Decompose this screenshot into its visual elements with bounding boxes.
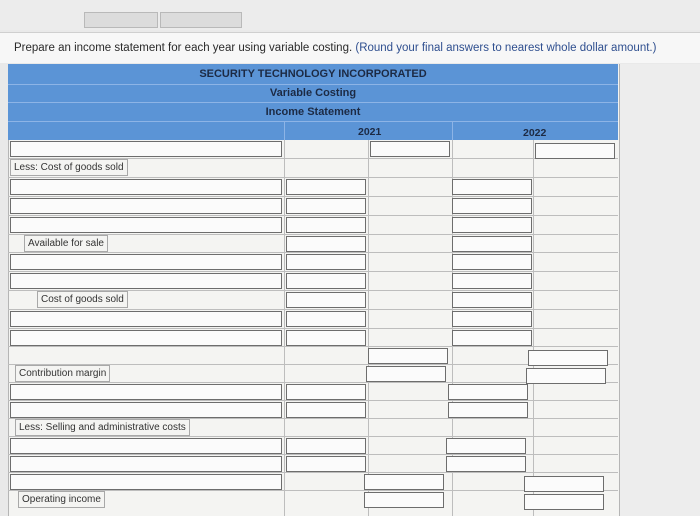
- row-divider: [8, 472, 618, 473]
- amount-2021-input[interactable]: [368, 348, 448, 364]
- row-divider: [8, 454, 618, 455]
- row-divider: [8, 271, 618, 272]
- row-divider: [8, 177, 618, 178]
- row-label-cost-of-goods-sold: Cost of goods sold: [37, 291, 128, 308]
- amount-2022-input[interactable]: [446, 438, 526, 454]
- amount-2021-input[interactable]: [286, 292, 366, 308]
- amount-2022-input[interactable]: [524, 476, 604, 492]
- line-item-label-input[interactable]: [10, 474, 282, 490]
- amount-2022-input[interactable]: [535, 143, 615, 159]
- amount-2022-input[interactable]: [528, 350, 608, 366]
- costing-method: Variable Costing: [269, 87, 357, 99]
- amount-2021-input[interactable]: [286, 254, 366, 270]
- line-item-label-input[interactable]: [10, 330, 282, 346]
- amount-2022-input[interactable]: [452, 179, 532, 195]
- amount-2022-input[interactable]: [452, 292, 532, 308]
- year-2021-header: 2021: [358, 126, 382, 138]
- amount-2022-input[interactable]: [452, 236, 532, 252]
- amount-2021-input[interactable]: [370, 141, 450, 157]
- amount-2021-input[interactable]: [286, 456, 366, 472]
- amount-2022-input[interactable]: [446, 456, 526, 472]
- row-divider: [8, 400, 618, 401]
- amount-2022-input[interactable]: [526, 368, 606, 384]
- row-divider: [8, 215, 618, 216]
- header-column-divider: [284, 121, 285, 140]
- amount-2022-input[interactable]: [524, 494, 604, 510]
- amount-2021-input[interactable]: [286, 179, 366, 195]
- line-item-label-input[interactable]: [10, 217, 282, 233]
- page-margin: [619, 64, 700, 516]
- amount-2022-input[interactable]: [448, 402, 528, 418]
- year-2022-header: 2022: [523, 127, 547, 139]
- amount-2021-input[interactable]: [286, 438, 366, 454]
- row-label-less-selling-admin: Less: Selling and administrative costs: [15, 419, 190, 436]
- row-label-less-cogs: Less: Cost of goods sold: [10, 159, 128, 176]
- header-divider: [8, 84, 618, 85]
- line-item-label-input[interactable]: [10, 384, 282, 400]
- header-column-divider: [452, 121, 453, 140]
- header-divider: [8, 121, 618, 122]
- toolbar-button[interactable]: [160, 12, 242, 28]
- amount-2021-input[interactable]: [286, 198, 366, 214]
- amount-2021-input[interactable]: [286, 273, 366, 289]
- line-item-label-input[interactable]: [10, 311, 282, 327]
- line-item-label-input[interactable]: [10, 254, 282, 270]
- amount-2022-input[interactable]: [452, 198, 532, 214]
- amount-2022-input[interactable]: [452, 311, 532, 327]
- amount-2022-input[interactable]: [448, 384, 528, 400]
- amount-2021-input[interactable]: [286, 384, 366, 400]
- row-divider: [8, 436, 618, 437]
- amount-2021-input[interactable]: [364, 492, 444, 508]
- row-label-contribution-margin: Contribution margin: [15, 365, 110, 382]
- header-divider: [8, 102, 618, 103]
- row-divider: [8, 328, 618, 329]
- instruction-text: Prepare an income statement for each year using variable costing. (Round your final answers to nearest whole dollar amount.): [14, 42, 657, 54]
- toolbar-button[interactable]: [84, 12, 158, 28]
- amount-2021-input[interactable]: [366, 366, 446, 382]
- amount-2022-input[interactable]: [452, 254, 532, 270]
- company-name: SECURITY TECHNOLOGY INCORPORATED: [199, 68, 427, 80]
- amount-2021-input[interactable]: [286, 236, 366, 252]
- top-toolbar-strip: [0, 0, 700, 30]
- line-item-label-input[interactable]: [10, 273, 282, 289]
- row-divider: [8, 346, 618, 347]
- line-item-label-input[interactable]: [10, 402, 282, 418]
- amount-2021-input[interactable]: [364, 474, 444, 490]
- line-item-label-input[interactable]: [10, 141, 282, 157]
- line-item-label-input[interactable]: [10, 438, 282, 454]
- amount-2021-input[interactable]: [286, 330, 366, 346]
- line-item-label-input[interactable]: [10, 198, 282, 214]
- amount-2021-input[interactable]: [286, 311, 366, 327]
- instruction-bar: [0, 32, 700, 63]
- row-divider: [8, 196, 618, 197]
- amount-2022-input[interactable]: [452, 330, 532, 346]
- row-divider: [8, 252, 618, 253]
- amount-2021-input[interactable]: [286, 402, 366, 418]
- amount-2022-input[interactable]: [452, 273, 532, 289]
- amount-2022-input[interactable]: [452, 217, 532, 233]
- row-label-available-for-sale: Available for sale: [24, 235, 108, 252]
- row-divider: [8, 309, 618, 310]
- row-label-operating-income: Operating income: [18, 491, 105, 508]
- line-item-label-input[interactable]: [10, 179, 282, 195]
- amount-2021-input[interactable]: [286, 217, 366, 233]
- line-item-label-input[interactable]: [10, 456, 282, 472]
- statement-title: Income Statement: [265, 106, 361, 118]
